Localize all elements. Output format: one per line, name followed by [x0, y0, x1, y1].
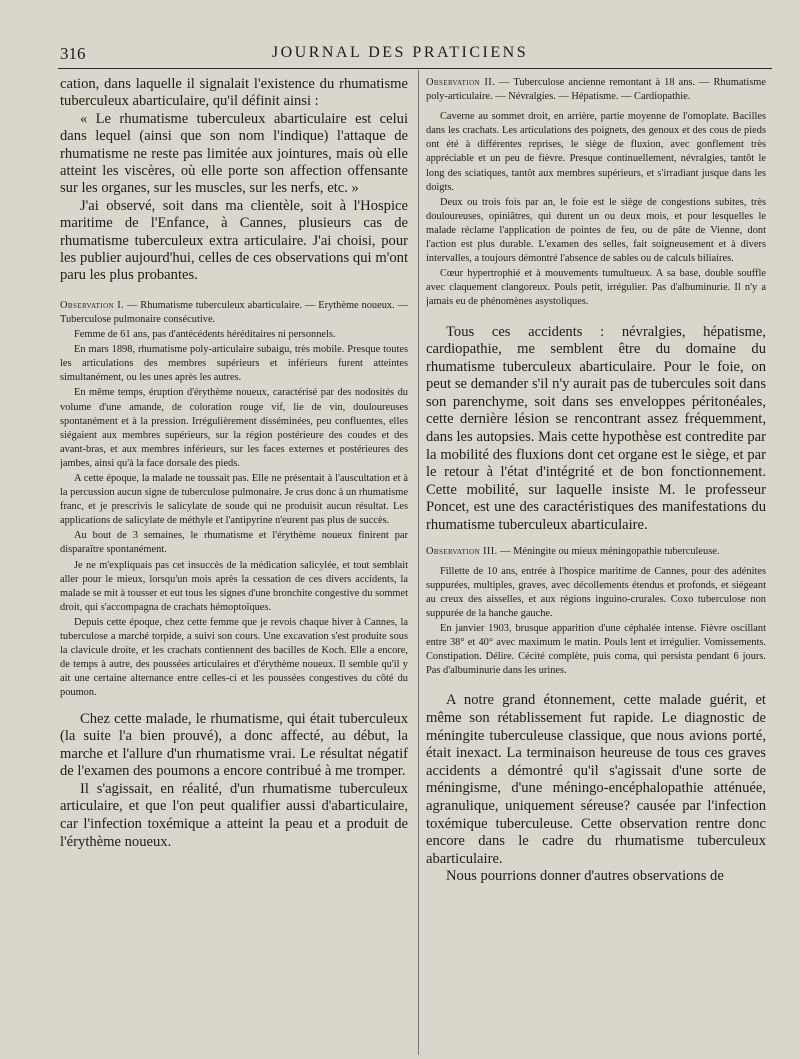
column-divider	[418, 70, 419, 1055]
observation-heading	[426, 76, 766, 104]
observation-label: Observation III.	[426, 545, 498, 557]
observation-title: — Tuberculose ancienne remontant à 18 ans. — Rhumatisme poly-articulaire. — Névralgies. — Hépatisme. — Cardiopathie.	[426, 77, 766, 103]
paragraph: cation, dans laquelle il signalait l'existence du rhumatisme tuberculeux abarticulaire, qu'il définit ainsi :	[60, 76, 408, 110]
page-number: 316	[60, 44, 86, 63]
observation-label: Observation II.	[426, 77, 496, 88]
case-paragraph: Caverne au sommet droit, en arrière, partie moyenne de l'omoplate. Bacilles dans les crachats. Les articulations des poignets, des genoux et des cous de pieds ont été à différentes reprises, le siège de fluxion, avec gonflement très appréciable et un peu de fièvre. Presque continuellement, névralgies, tantôt le long des sciatiques, tantôt aux membres supérieurs, et s'irradiant jusque dans les doigts.	[426, 111, 766, 193]
observation-title: — Rhumatisme tuberculeux abarticulaire. — Erythème noueux. — Tuberculose pulmonaire consécutive.	[60, 299, 408, 325]
case-paragraph: En mars 1898, rhumatisme poly-articulaire subaigu, très mobile. Presque toutes les articulations des membres supérieurs et inférieurs furent atteintes simultanément, ou les unes après les autres.	[60, 344, 408, 384]
case-paragraph: Deux ou trois fois par an, le foie est le siège de congestions subites, très douloureuses, opiniâtres, qui durent un ou deux mois, et pour lesquelles le malade réclame l'application de pointes de feu, ou de pâte de Vienne, dont l'action est plus durable. L'examen des selles, fait soigneusement et à divers intervalles, a toujours démontré l'absence de sables ou de calculs biliaires.	[426, 196, 766, 265]
case-paragraph: Cœur hypertrophié et à mouvements tumultueux. A sa base, double souffle avec claquement clangoreux. Pouls petit, irrégulier. Pas d'albuminurie. Il n'y a jamais eu de phénomènes asystoliques.	[426, 268, 766, 308]
case-paragraph: Femme de 61 ans, pas d'antécédents héréditaires ni personnels.	[74, 329, 336, 341]
case-paragraph: En janvier 1903, brusque apparition d'une céphalée intense. Fièvre oscillant entre 38° et 40° avec maximum le matin. Pouls lent et irrégulier. Vomissements. Constipation. Délire. Cécité complète, puis coma, qui persista pendant 6 jours. Pas d'albuminurie dans les urines.	[426, 623, 766, 677]
paragraph: A notre grand étonnement, cette malade guérit, et même son rétablissement fut rapide. Le diagnostic de méningite tuberculeuse classique, que nous avions porté, était inexact. La terminaison heureuse de tous ces graves accidents a démontré qu'il s'agissait d'une sorte de méningisme, d'une méningo-encéphalopathie atténuée, agranulique, uniquement séreuse? causée par l'infection toxémique tuberculeuse. Cette observation rentre donc encore dans le cadre du rhumatisme tuberculeux abarticulaire.	[426, 692, 766, 867]
paragraph: Tous ces accidents : névralgies, hépatisme, cardiopathie, me semblent être du domaine du rhumatisme tuberculeux abarticulaire. Pour le foie, on peut se demander s'il n'y aurait pas de tubercules soit dans son parenchyme, soit dans ses enveloppes péritonéales, cette dernière lésion se rencontrant assez fréquemment, dans les autopsies. Mais cette hypothèse est contredite par la mobilité des fluxions dont cet organe est le siège, et par le retour à l'état d'intégrité et de bon fonctionnement. Cette mobilité, sur laquelle insiste M. le professeur Poncet, est une des caractéristiques des manifestations du rhumatisme tuberculeux abarticulaire.	[426, 323, 766, 534]
observation-heading	[426, 545, 766, 559]
right-column	[426, 76, 766, 1054]
paragraph: Nous pourrions donner d'autres observations de	[446, 868, 724, 885]
case-paragraph: Au bout de 3 semaines, le rhumatisme et l'érythème noueux finirent par disparaître spontanément.	[60, 530, 408, 556]
case-paragraph: Fillette de 10 ans, entrée à l'hospice maritime de Cannes, pour des adénites suppurées, multiples, graves, avec décollements étendus et profonds, et siégeant au creux des aisselles, et aux régions inguino-crurales. Coxo tuberculose non suppurée de la hanche gauche.	[426, 565, 766, 619]
paragraph: « Le rhumatisme tuberculeux abarticulaire est celui dans lequel (ainsi que son nom l'indique) l'attaque de rhumatisme ne reste pas limitée aux jointures, mais où elle atteint les viscères, où elle porte son affection offensante sur les organes, sur les muscles, sur les nerfs, etc. »	[60, 110, 408, 197]
paragraph: Il s'agissait, en réalité, d'un rhumatisme tuberculeux articulaire, et que l'on peut qualifier aussi d'abarticulaire, car l'infection toxémique a atteint la peau et a produit de l'érythème noueux.	[60, 780, 408, 850]
case-paragraph: A cette époque, la malade ne toussait pas. Elle ne présentait à l'auscultation et à la percussion aucun signe de tuberculose pulmonaire. Je crus donc à un rhumatisme franc, et je prescrivis le salicylate de soude qui ne produisit aucun résultat. Les applications de salicylate de méthyle et l'antipyrine n'eurent pas plus de succès.	[60, 473, 408, 527]
header-rule	[58, 68, 772, 69]
paragraph: J'ai observé, soit dans ma clientèle, soit à l'Hospice maritime de l'Enfance, à Cannes, plusieurs cas de rhumatisme tuberculeux extra articulaire. J'ai choisi, pour les publier aujourd'hui, celles de ces observations qui m'ont paru les plus probantes.	[60, 197, 408, 284]
case-paragraph: Depuis cette époque, chez cette femme que je revois chaque hiver à Cannes, la tuberculose a marché torpide, a suivi son cours. Une excavation s'est produite sous la clavicule droite, et les crachats contiennent des bacilles de Koch. Elle a encore, de temps à autre, des poussées articulaires et d'érythème noueux. Il semble qu'il y ait une certaine alternance entre celles-ci et les poussées congestives du côté du poumon.	[60, 616, 408, 699]
case-paragraph: En même temps, éruption d'érythème noueux, caractérisé par des nodosités du volume d'une amande, de coloration rouge vif, lie de vin, douloureuses spontanément et à la pression. Irrégulièrement disséminées, peu confluentes, elles siégaient aux membres supérieurs, sur la région postérieure des coudes et des avant-bras, et aux membres inférieurs, sur les faces externes et postérieures des jambes, ainsi qu'à la face dorsale des pieds.	[60, 387, 408, 469]
case-paragraph: Je ne m'expliquais pas cet insuccès de la médication salicylée, et tout semblait aller pour le mieux, lorsqu'un mois après la cessation de ces divers accidents, la malade se mit à tousser et eut tous les signes d'une bronchite congestive du sommet droit, qui s'accompagna de crachats hémoptoïques.	[60, 559, 408, 613]
page-header	[0, 0, 800, 68]
paragraph: Chez cette malade, le rhumatisme, qui était tuberculeux (la suite l'a bien prouvé), a donc affecté, au début, la marche et l'allure d'un rhumatisme vrai. Le résultat négatif de l'examen des poumons a encore contribué à me tromper.	[60, 710, 408, 780]
observation-label: Observation I.	[60, 299, 125, 311]
observation-title: — Méningite ou mieux méningopathie tuberculeuse.	[497, 545, 720, 557]
observation-heading	[60, 299, 408, 327]
left-column	[60, 76, 408, 1054]
journal-title: JOURNAL DES PRATICIENS	[271, 44, 529, 61]
